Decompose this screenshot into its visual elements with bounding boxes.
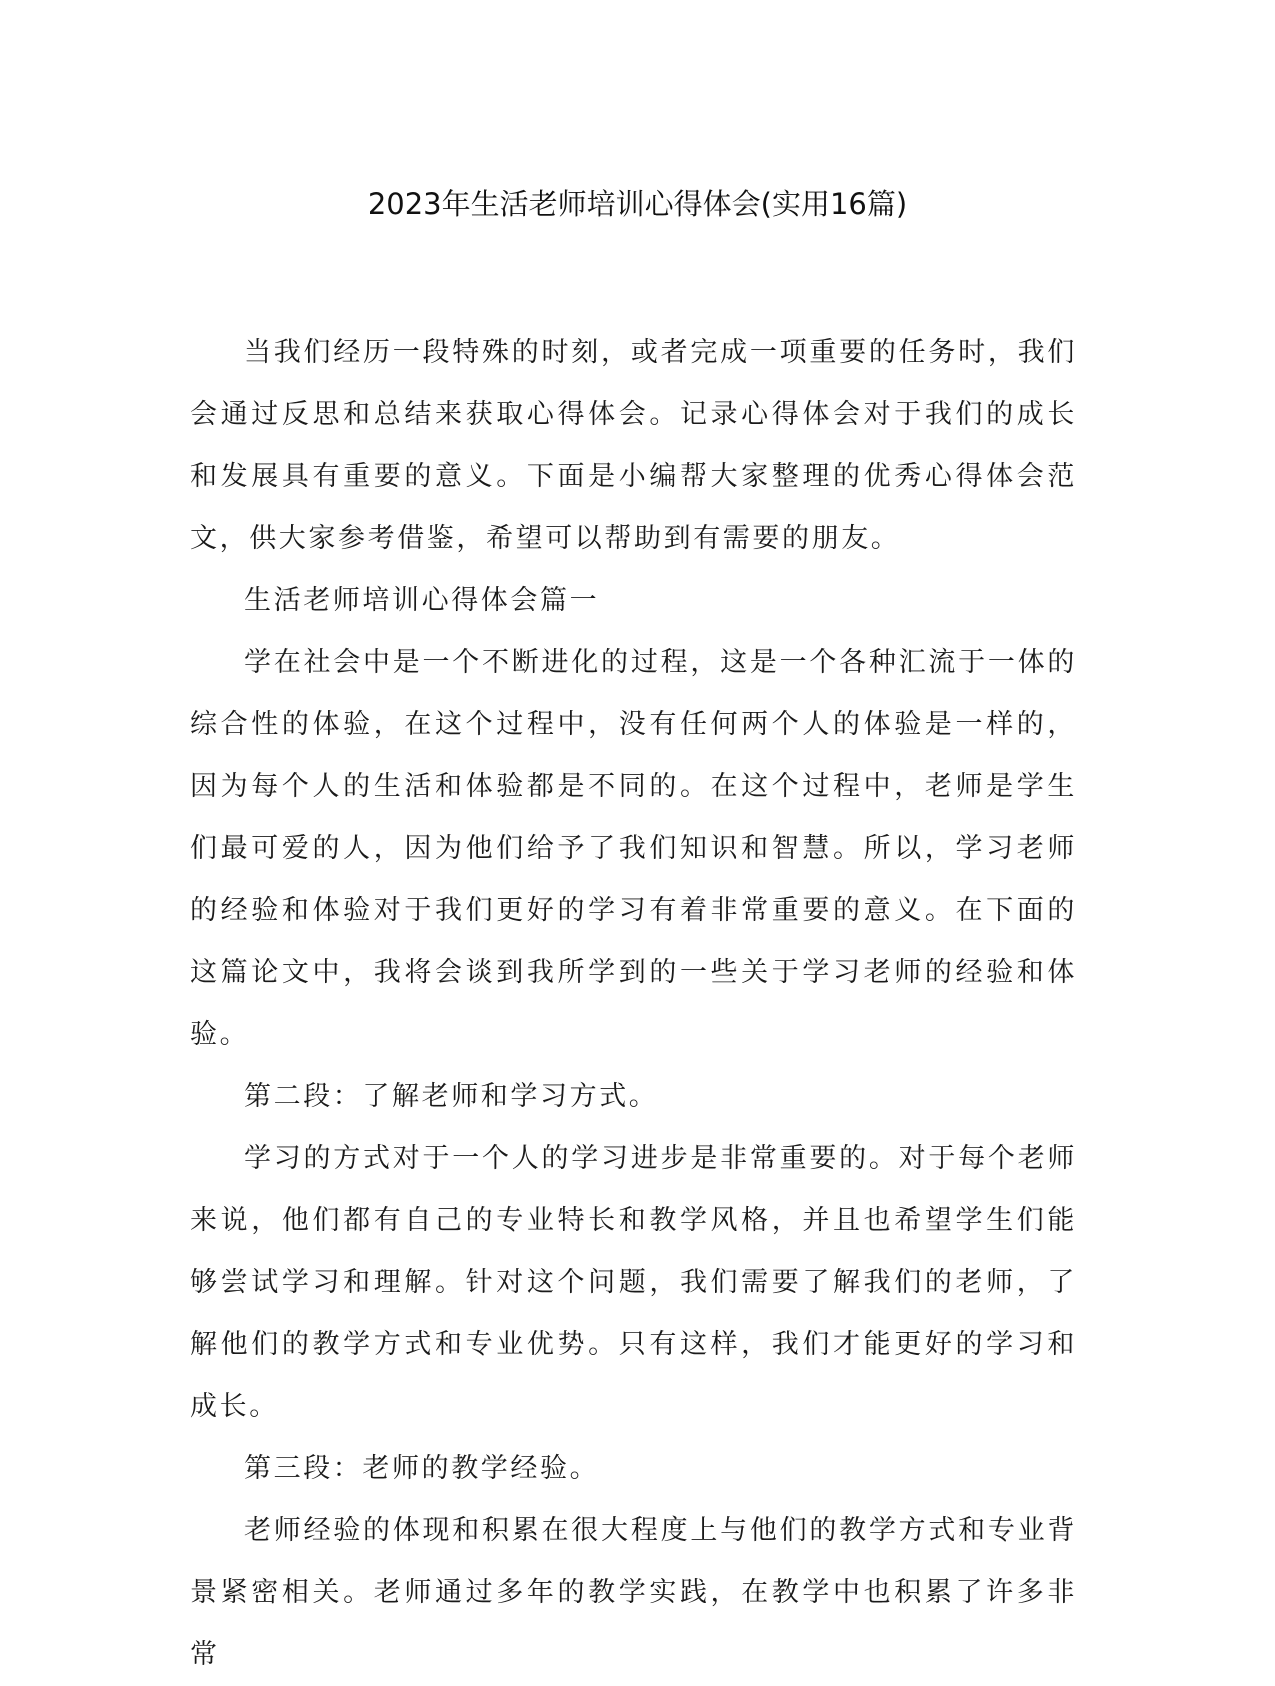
- paragraph-body: 学习的方式对于一个人的学习进步是非常重要的。对于每个老师来说，他们都有自己的专业特长和教学风格，并且也希望学生们能够尝试学习和理解。针对这个问题，我们需要了解我们的老师，了解他们的教学方式和专业优势。只有这样，我们才能更好的学习和成长。: [190, 1143, 1077, 1422]
- paragraph-intro: 当我们经历一段特殊的时刻，或者完成一项重要的任务时，我们会通过反思和总结来获取心得体会。记录心得体会对于我们的成长和发展具有重要的意义。下面是小编帮大家整理的优秀心得体会范文，供大家参考借鉴，希望可以帮助到有需要的朋友。: [190, 337, 1077, 554]
- paragraph-body: 老师经验的体现和积累在很大程度上与他们的教学方式和专业背景紧密相关。老师通过多年的教学实践，在教学中也积累了许多非常: [190, 1515, 1077, 1670]
- section-heading-part-three: 第三段：老师的教学经验。: [244, 1453, 600, 1484]
- document-body: [190, 322, 1077, 1686]
- section-heading-part-two: 第二段：了解老师和学习方式。: [244, 1081, 659, 1112]
- section-heading-part-one: 生活老师培训心得体会篇一: [244, 585, 600, 616]
- document-title: 2023年生活老师培训心得体会(实用16篇): [367, 187, 908, 221]
- paragraph-body: 学在社会中是一个不断进化的过程，这是一个各种汇流于一体的综合性的体验，在这个过程中，没有任何两个人的体验是一样的，因为每个人的生活和体验都是不同的。在这个过程中，老师是学生们最可爱的人，因为他们给予了我们知识和智慧。所以，学习老师的经验和体验对于我们更好的学习有着非常重要的意义。在下面的这篇论文中，我将会谈到我所学到的一些关于学习老师的经验和体验。: [190, 647, 1077, 1050]
